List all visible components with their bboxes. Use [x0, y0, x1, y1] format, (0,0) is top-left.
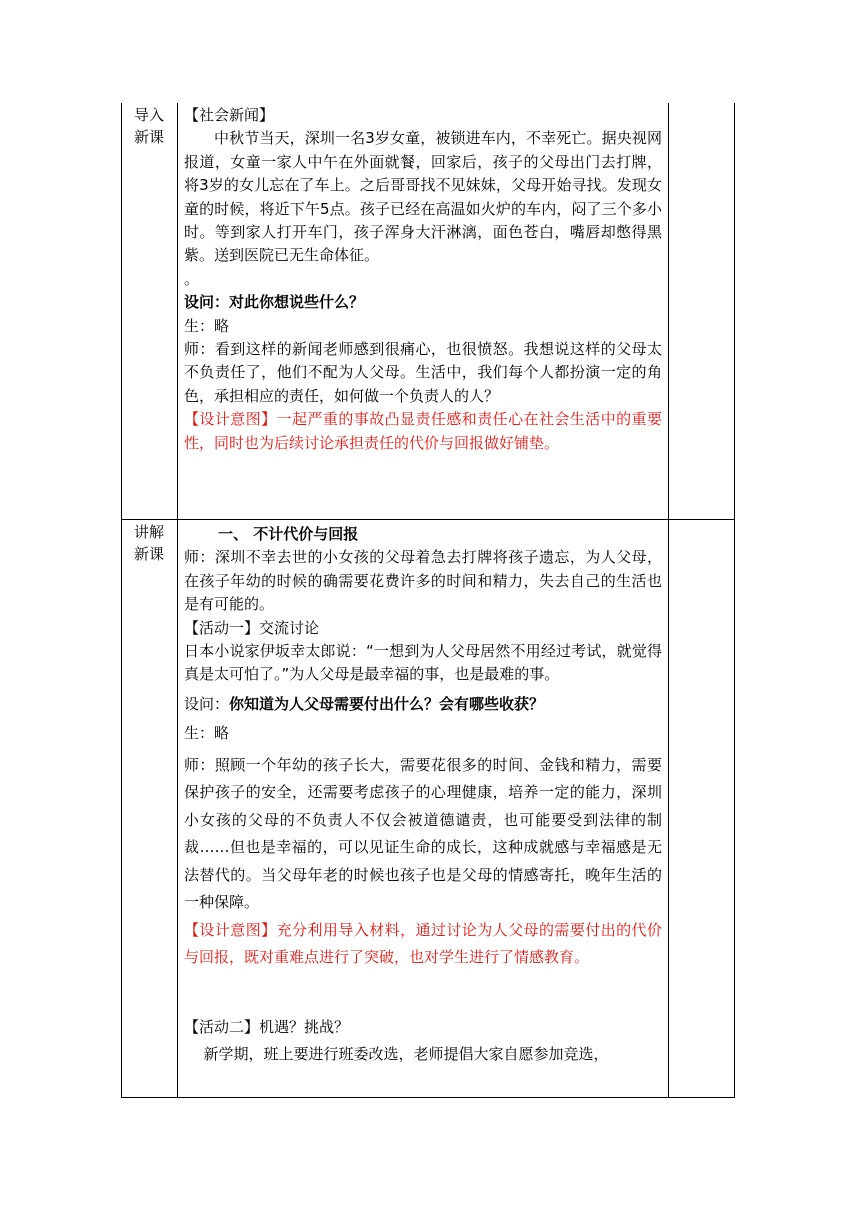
table-left-border: [121, 103, 122, 1098]
student-answer-1: 生：略: [184, 316, 230, 335]
teacher-remark-2: 师：深圳不幸去世的小女孩的父母着急去打牌将孩子遗忘，为人父母，在孩子年幼的时候的确需要花费许多的时间和精力，失去自己的生活也是有可能的。: [184, 548, 662, 614]
design-intent-1: 【设计意图】一起严重的事故凸显责任感和责任心在社会生活中的重要性，同时也为后续讨论承担责任的代价与回报做好铺垫。: [184, 410, 662, 452]
student-answer-2: 生：略: [184, 724, 230, 743]
activity-2-tag: 【活动二】: [184, 1017, 260, 1036]
row1-content: [184, 104, 662, 518]
question-2-prefix: 设问：: [184, 694, 230, 713]
activity-1: [184, 617, 662, 640]
question-1: 设问：对此你想说些什么？: [184, 293, 365, 312]
table-col-divider-2: [668, 103, 669, 1098]
quote: 日本小说家伊坂幸太郎说：“一想到为人父母居然不用经过考试，就觉得真是太可怕了。”为人父母是最幸福的事，也是最难的事。: [184, 642, 662, 684]
stray-dot: 。: [184, 269, 200, 288]
row2-label: 讲解 新课: [133, 523, 164, 563]
activity-2-title: 机遇？挑战？: [259, 1017, 350, 1036]
section-title: 一、 不计代价与回报: [218, 525, 359, 543]
design-intent-2: [184, 917, 662, 972]
design-intent-2-text: 充分利用导入材料，通过讨论为人父母的需要付出的代价与回报，既对重难点进行了突破，也对学生进行了情感教育。: [184, 920, 662, 967]
table-col-divider-1: [177, 103, 178, 1098]
activity-2: [184, 1016, 662, 1039]
row2-content: [184, 523, 662, 1096]
teacher-remark-3: 师：照顾一个年幼的孩子长大，需要花很多的时间、金钱和精力，需要保护孩子的安全，还需要考虑孩子的心理健康，培养一定的能力，深圳小女孩的父母的不负责人不仅会被道德谴责，也可能要受到法律的制裁……但也是幸福的，可以见证生命的成长，这种成就感与幸福感是无法替代的。当父母年老的时候也孩子也是父母的情感寄托，晚年生活的一种保障。: [184, 755, 662, 912]
news-heading: 【社会新闻】: [184, 106, 275, 124]
activity-2-text: 新学期，班上要进行班委改选，老师提倡大家自愿参加竞选，: [203, 1045, 609, 1064]
question-2-text: 你知道为人父母需要付出什么？会有哪些收获？: [229, 694, 545, 713]
news-story: 中秋节当天，深圳一名3岁女童，被锁进车内，不幸死亡。据央视网报道，女童一家人中午在外面就餐，回家后，孩子的父母出门去打牌，将3岁的女儿忘在了车上。之后哥哥找不见妹妹，父母开始寻找。发现女童的时候，将近下午5点。孩子已经在高温如火炉的车内，闷了三个多小时。等到家人打开车门，孩子浑身大汗淋漓，面色苍白，嘴唇却憋得黑紫。送到医院已无生命体征。: [184, 129, 662, 265]
activity-1-tag: 【活动一】: [184, 618, 260, 637]
table-bottom-border: [121, 1097, 735, 1098]
question-2: [184, 693, 662, 716]
row-divider: [121, 519, 735, 520]
teacher-remark-1: 师：看到这样的新闻老师感到很痛心，也很愤怒。我想说这样的父母太不负责任了，他们不配为人父母。生活中，我们每个人都扮演一定的角色，承担相应的责任，如何做一个负责人的人？: [184, 340, 662, 405]
design-intent-2-tag: 【设计意图】: [184, 920, 277, 939]
activity-1-title: 交流讨论: [259, 618, 320, 637]
row1-label: 导入 新课: [133, 106, 164, 146]
table-right-border: [734, 103, 735, 1098]
